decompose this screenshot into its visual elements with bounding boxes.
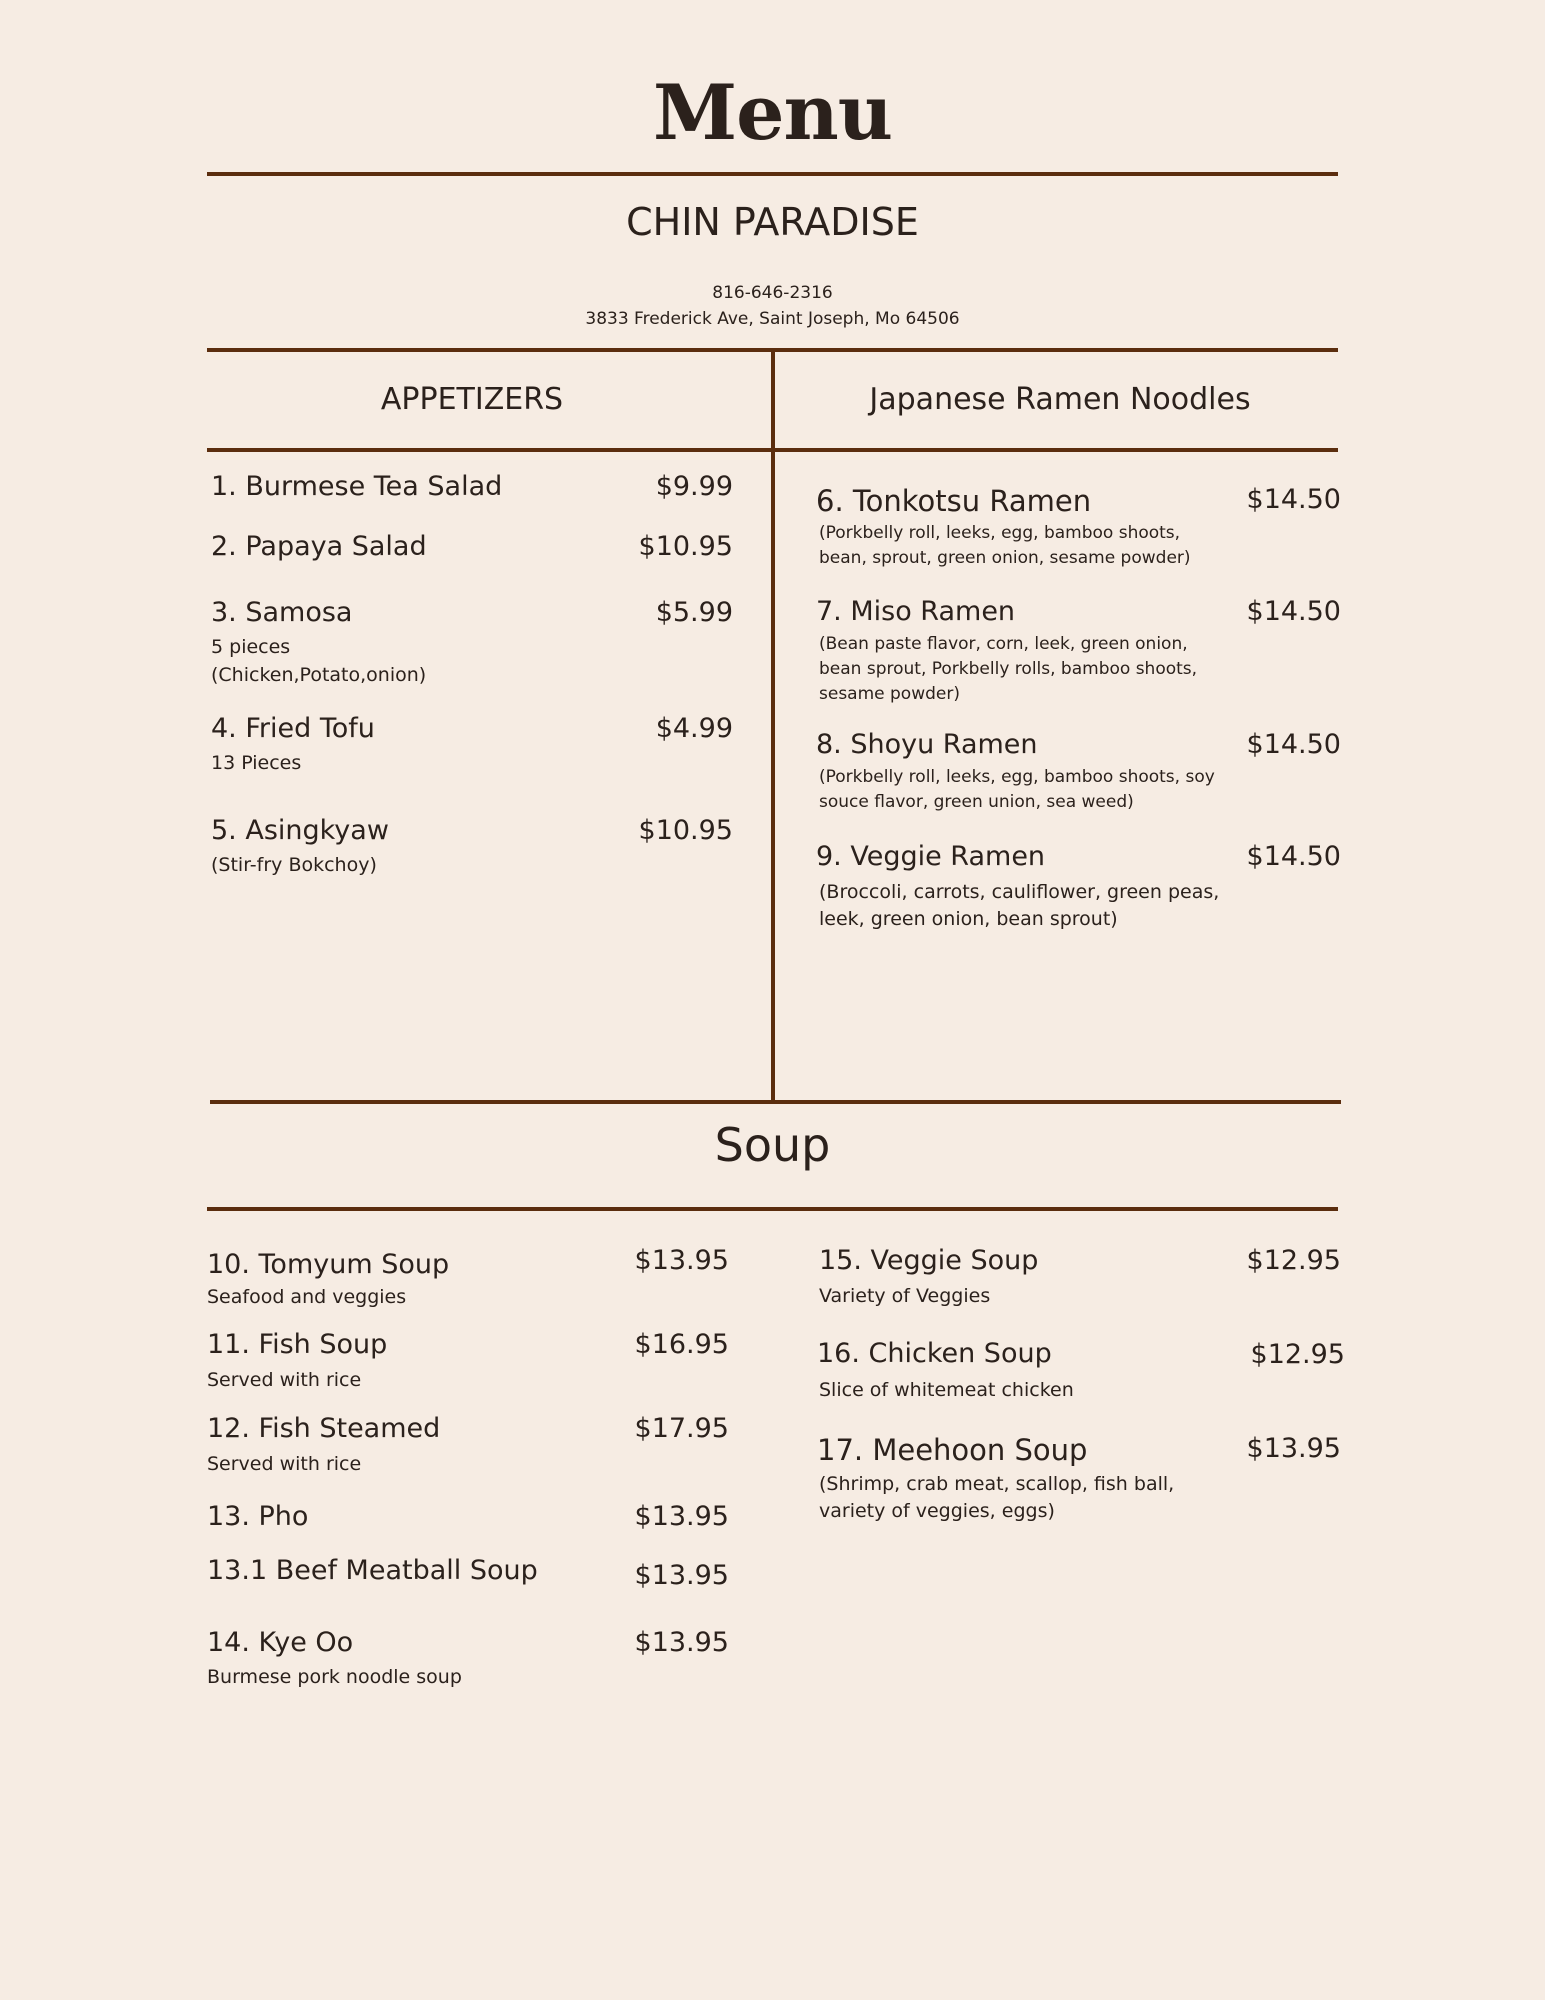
restaurant-address: 3833 Frederick Ave, Saint Joseph, Mo 64506: [585, 309, 960, 329]
soup-price: $17.95: [634, 1413, 729, 1444]
soup-price: $13.95: [634, 1627, 729, 1658]
appetizer-price: $10.95: [638, 531, 733, 562]
appetizer-name: 5. Asingkyaw: [211, 815, 389, 846]
column-divider: [771, 350, 775, 1102]
menu-title: Menu: [653, 68, 892, 157]
soup-name: 10. Tomyum Soup: [207, 1249, 450, 1280]
restaurant-phone: 816-646-2316: [712, 283, 833, 303]
appetizer-price: $5.99: [655, 597, 733, 628]
soup-heading: Soup: [714, 1118, 831, 1172]
soup-desc: Burmese pork noodle soup: [207, 1666, 462, 1688]
ramen-desc: (Porkbelly roll, leeks, egg, bamboo shoots, soy: [819, 767, 1215, 787]
soup-price: $13.95: [1246, 1433, 1341, 1464]
soup-name: 14. Kye Oo: [207, 1627, 354, 1658]
soup-name: 13.1 Beef Meatball Soup: [207, 1555, 538, 1586]
ramen-desc: souce flavor, green union, sea weed): [819, 792, 1134, 812]
appetizer-desc: (Stir-fry Bokchoy): [211, 854, 377, 876]
divider: [210, 1100, 1341, 1104]
restaurant-name: CHIN PARADISE: [626, 200, 919, 244]
ramen-desc: bean, sprout, green onion, sesame powder): [819, 548, 1191, 568]
ramen-name: 9. Veggie Ramen: [816, 841, 1046, 872]
ramen-price: $14.50: [1246, 484, 1341, 515]
soup-desc: Slice of whitemeat chicken: [819, 1379, 1074, 1401]
soup-name: 13. Pho: [207, 1501, 309, 1532]
ramen-name: 7. Miso Ramen: [816, 596, 1016, 627]
appetizer-price: $4.99: [655, 713, 733, 744]
soup-name: 12. Fish Steamed: [207, 1413, 441, 1444]
soup-desc: Served with rice: [207, 1369, 362, 1391]
appetizer-name: 1. Burmese Tea Salad: [211, 471, 503, 502]
ramen-desc: (Broccoli, carrots, cauliflower, green peas,: [819, 881, 1220, 903]
soup-desc: variety of veggies, eggs): [819, 1500, 1055, 1522]
soup-name: 11. Fish Soup: [207, 1329, 388, 1360]
appetizer-desc: 5 pieces: [211, 636, 291, 658]
soup-price: $13.95: [634, 1245, 729, 1276]
soup-price: $16.95: [634, 1329, 729, 1360]
appetizer-desc: 13 Pieces: [211, 752, 302, 774]
appetizer-name: 2. Papaya Salad: [211, 531, 427, 562]
soup-price: $12.95: [1246, 1245, 1341, 1276]
ramen-desc: (Bean paste flavor, corn, leek, green onion,: [819, 634, 1188, 654]
ramen-heading: Japanese Ramen Noodles: [869, 382, 1251, 417]
soup-desc: Served with rice: [207, 1453, 362, 1475]
soup-price: $13.95: [634, 1560, 729, 1591]
soup-desc: (Shrimp, crab meat, scallop, fish ball,: [819, 1473, 1175, 1495]
ramen-desc: bean sprout, Porkbelly rolls, bamboo shoots,: [819, 659, 1198, 679]
appetizer-price: $9.99: [655, 471, 733, 502]
soup-price: $13.95: [634, 1501, 729, 1532]
soup-desc: Variety of Veggies: [819, 1285, 991, 1307]
appetizer-name: 4. Fried Tofu: [211, 713, 375, 744]
soup-name: 16. Chicken Soup: [817, 1338, 1052, 1369]
ramen-desc: sesame powder): [819, 684, 960, 704]
ramen-price: $14.50: [1246, 841, 1341, 872]
appetizers-heading: APPETIZERS: [380, 382, 564, 417]
soup-name: 17. Meehoon Soup: [817, 1433, 1088, 1467]
appetizer-price: $10.95: [638, 815, 733, 846]
divider: [207, 1207, 1338, 1211]
ramen-price: $14.50: [1246, 596, 1341, 627]
appetizer-desc: (Chicken,Potato,onion): [211, 664, 427, 686]
soup-price: $12.95: [1250, 1339, 1345, 1370]
soup-name: 15. Veggie Soup: [819, 1245, 1039, 1276]
soup-desc: Seafood and veggies: [207, 1286, 407, 1308]
ramen-name: 8. Shoyu Ramen: [816, 729, 1038, 760]
appetizer-name: 3. Samosa: [211, 597, 353, 628]
ramen-price: $14.50: [1246, 729, 1341, 760]
ramen-name: 6. Tonkotsu Ramen: [816, 484, 1092, 518]
ramen-desc: (Porkbelly roll, leeks, egg, bamboo shoots,: [819, 523, 1181, 543]
ramen-desc: leek, green onion, bean sprout): [819, 908, 1118, 930]
divider: [207, 172, 1338, 176]
